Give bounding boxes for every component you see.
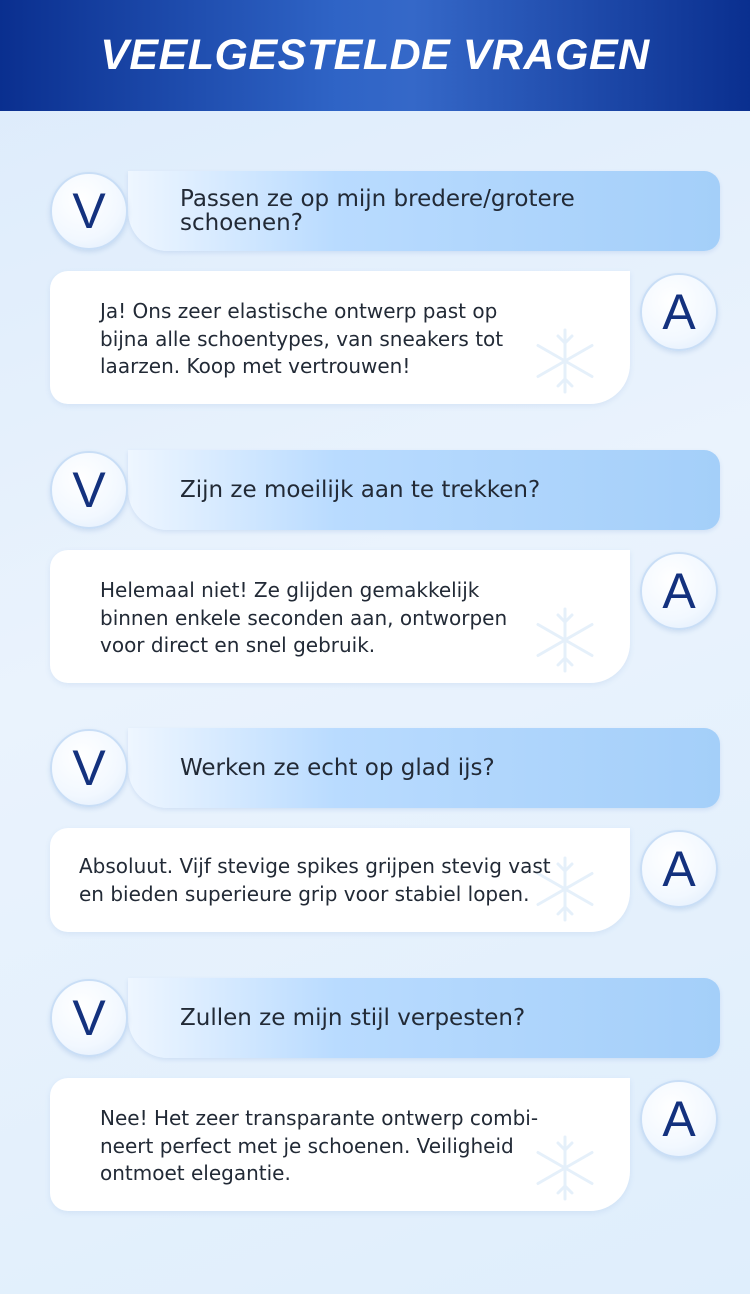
faq-item — [0, 450, 750, 685]
answer-badge — [640, 830, 718, 908]
answer-badge — [640, 1080, 718, 1158]
question-text: Zijn ze moeilijk aan te trekken? — [180, 477, 541, 503]
question-text: Werken ze echt op glad ijs? — [180, 755, 495, 781]
answer-text: Ja! Ons zeer elastische ontwerp past op bijna alle schoentypes, van sneakers tot laarzen. Koop met vertrouwen! — [100, 299, 504, 378]
answer-letter: A — [662, 1091, 696, 1147]
snowflake-icon — [530, 605, 600, 675]
answer-card — [50, 1078, 630, 1211]
answer-text: Nee! Het zeer transparante ontwerp combi- neert perfect met je schoenen. Veiligheid ontmoet elegantie. — [100, 1106, 539, 1185]
answer-badge — [640, 552, 718, 630]
answer-card — [50, 550, 630, 683]
question-badge — [50, 729, 128, 807]
page-title: VEELGESTELDE VRAGEN — [100, 31, 650, 79]
snowflake-icon — [530, 1133, 600, 1203]
snowflake-icon — [530, 326, 600, 396]
answer-letter: A — [662, 284, 696, 340]
header-banner — [0, 0, 750, 111]
question-badge — [50, 172, 128, 250]
faq-item — [0, 728, 750, 933]
question-letter: V — [72, 990, 106, 1046]
answer-text: Helemaal niet! Ze glijden gemakkelijk binnen enkele seconden aan, ontworpen voor direct en snel gebruik. — [100, 578, 508, 657]
answer-letter: A — [662, 841, 696, 897]
question-badge — [50, 979, 128, 1057]
answer-letter: A — [662, 563, 696, 619]
question-text: Passen ze op mijn bredere/grotere schoenen? — [180, 186, 575, 236]
faq-item — [0, 978, 750, 1213]
answer-text: Absoluut. Vijf stevige spikes grijpen stevig vast en bieden superieure grip voor stabiel lopen. — [79, 854, 551, 906]
answer-card — [50, 271, 630, 404]
faq-item — [0, 171, 750, 406]
question-badge — [50, 451, 128, 529]
question-letter: V — [72, 462, 106, 518]
question-letter: V — [72, 740, 106, 796]
answer-card — [50, 828, 630, 932]
question-text: Zullen ze mijn stijl verpesten? — [180, 1005, 526, 1031]
answer-badge — [640, 273, 718, 351]
question-letter: V — [72, 183, 106, 239]
